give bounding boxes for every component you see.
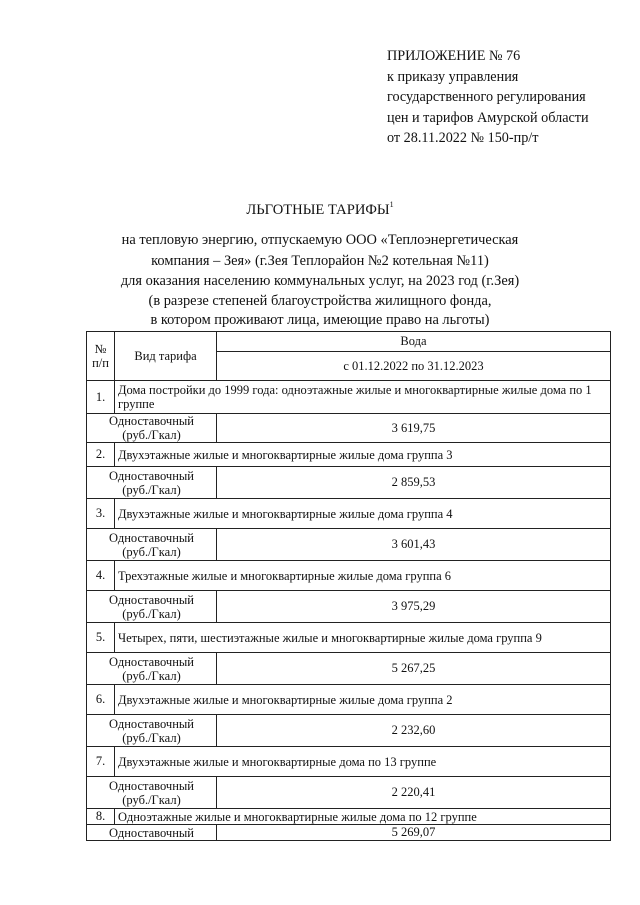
tariff-value: 5 267,25 xyxy=(217,653,611,685)
document-subtitle-note xyxy=(0,292,640,330)
group-description: Двухэтажные жилые и многоквартирные дома по 13 группе xyxy=(115,747,611,777)
group-description: Трехэтажные жилые и многоквартирные жилые дома группа 6 xyxy=(115,561,611,591)
tariff-table xyxy=(86,331,611,841)
group-row xyxy=(87,685,611,715)
header-kind: Вид тарифа xyxy=(115,332,217,381)
tariff-row xyxy=(87,653,611,685)
header-row xyxy=(87,332,611,352)
subtitle-note-line: в котором проживают лица, имеющие право на льготы) xyxy=(150,312,490,328)
tariff-value: 5 269,07 xyxy=(217,825,611,841)
subtitle-line: на тепловую энергию, отпускаемую ООО «Теплоэнергетическая xyxy=(121,232,519,248)
tariff-type: Одноставочный (руб./Гкал) xyxy=(87,414,217,443)
tariff-value: 2 232,60 xyxy=(217,715,611,747)
group-row xyxy=(87,747,611,777)
group-number: 5. xyxy=(87,623,115,653)
group-description: Двухэтажные жилые и многоквартирные жилые дома группа 2 xyxy=(115,685,611,715)
group-row xyxy=(87,499,611,529)
tariff-type: Одноставочный (руб./Гкал) xyxy=(87,591,217,623)
group-number: 6. xyxy=(87,685,115,715)
group-description: Двухэтажные жилые и многоквартирные жилые дома группа 3 xyxy=(115,443,611,467)
group-number: 8. xyxy=(87,809,115,825)
group-number: 2. xyxy=(87,443,115,467)
tariff-row xyxy=(87,529,611,561)
header-period: с 01.12.2022 по 31.12.2023 xyxy=(217,352,611,381)
tariff-type: Одноставочный (руб./Гкал) xyxy=(87,777,217,809)
tariff-value: 3 619,75 xyxy=(217,414,611,443)
header-resource: Вода xyxy=(217,332,611,352)
header-num: № п/п xyxy=(87,332,115,381)
tariff-value: 3 975,29 xyxy=(217,591,611,623)
group-number: 3. xyxy=(87,499,115,529)
tariff-value: 2 220,41 xyxy=(217,777,611,809)
tariff-row xyxy=(87,715,611,747)
group-row xyxy=(87,623,611,653)
group-number: 4. xyxy=(87,561,115,591)
tariff-value: 3 601,43 xyxy=(217,529,611,561)
group-description: Четырех, пяти, шестиэтажные жилые и многоквартирные жилые дома группа 9 xyxy=(115,623,611,653)
tariff-type: Одноставочный (руб./Гкал) xyxy=(87,529,217,561)
group-description: Двухэтажные жилые и многоквартирные жилые дома группа 4 xyxy=(115,499,611,529)
tariff-value: 2 859,53 xyxy=(217,467,611,499)
group-number: 1. xyxy=(87,381,115,414)
tariff-row xyxy=(87,591,611,623)
tariff-type: Одноставочный (руб./Гкал) xyxy=(87,653,217,685)
tariff-type: Одноставочный xyxy=(87,825,217,841)
appendix-line: государственного регулирования xyxy=(387,89,586,106)
title-text: ЛЬГОТНЫЕ ТАРИФЫ xyxy=(246,202,390,218)
group-row xyxy=(87,443,611,467)
subtitle-line: компания – Зея» (г.Зея Теплорайон №2 котельная №11) xyxy=(151,252,489,269)
appendix-line: к приказу управления xyxy=(387,68,519,85)
appendix-line: цен и тарифов Амурской области xyxy=(387,109,589,126)
tariff-row xyxy=(87,414,611,443)
tariff-type: Одноставочный (руб./Гкал) xyxy=(87,715,217,747)
appendix-header xyxy=(387,46,589,149)
subtitle-line: для оказания населению коммунальных услуг, на 2023 год (г.Зея) xyxy=(120,273,520,289)
appendix-line: ПРИЛОЖЕНИЕ № 76 xyxy=(387,48,521,64)
appendix-line: от 28.11.2022 № 150-пр/т xyxy=(387,130,539,147)
footnote-mark: 1 xyxy=(389,200,394,209)
subtitle-note-line: (в разрезе степеней благоустройства жилищного фонда, xyxy=(148,293,492,309)
group-row xyxy=(87,381,611,414)
group-description: Дома постройки до 1999 года: одноэтажные жилые и многоквартирные жилые дома по 1 группе xyxy=(115,381,611,414)
group-row xyxy=(87,809,611,825)
group-description: Одноэтажные жилые и многоквартирные жилые дома по 12 группе xyxy=(115,809,611,825)
group-number: 7. xyxy=(87,747,115,777)
tariff-row xyxy=(87,467,611,499)
group-row xyxy=(87,561,611,591)
tariff-row xyxy=(87,825,611,841)
document-subtitle xyxy=(0,230,640,292)
tariff-row xyxy=(87,777,611,809)
tariff-type: Одноставочный (руб./Гкал) xyxy=(87,467,217,499)
document-title xyxy=(0,202,640,219)
